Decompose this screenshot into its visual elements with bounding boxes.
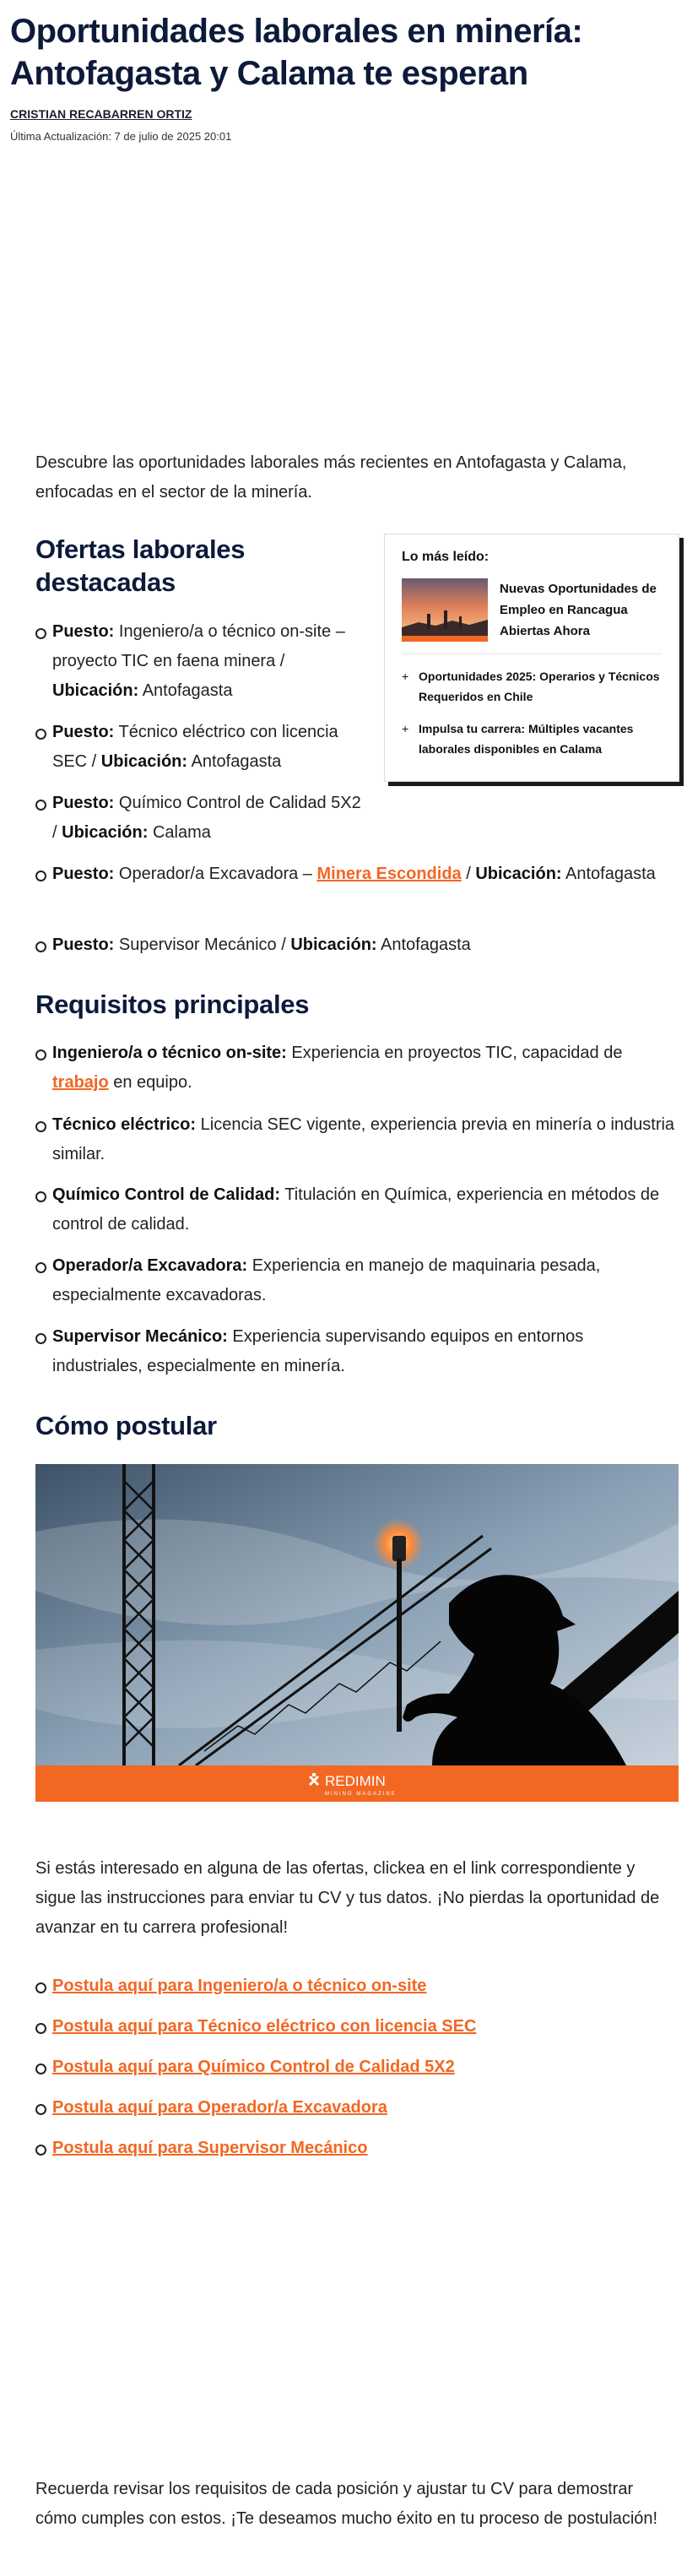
trabajo-link[interactable]: trabajo	[52, 1073, 109, 1092]
requirement-label: Ingeniero/a o técnico on-site:	[52, 1044, 287, 1062]
intro-paragraph: Descubre las oportunidades laborales más recientes en Antofagasta y Calama, enfocadas en el sector de la minería.	[35, 453, 627, 502]
last-updated: Última Actualización: 7 de julio de 2025 20:01	[10, 130, 232, 143]
ubicacion-value: Antofagasta	[142, 681, 233, 700]
requirement-text: Titulación en Química, experiencia en métodos de control de calidad.	[52, 1185, 660, 1234]
puesto-label: Puesto:	[52, 622, 115, 641]
apply-links-list	[35, 1971, 677, 2174]
apply-heading: Cómo postular	[35, 1411, 217, 1440]
list-item	[35, 1039, 677, 1098]
list-item	[35, 1110, 677, 1169]
plus-icon: +	[402, 670, 409, 683]
requirement-label: Químico Control de Calidad:	[52, 1185, 281, 1204]
ubicacion-value: Antofagasta	[191, 752, 282, 771]
ubicacion-label: Ubicación:	[52, 681, 139, 700]
puesto-label: Puesto:	[52, 794, 115, 812]
ubicacion-value: Calama	[152, 823, 211, 842]
most-read-item-label[interactable]: Oportunidades 2025: Operarios y Técnicos Requeridos en Chile	[419, 670, 660, 703]
list-item: Puesto: Supervisor Mecánico / Ubicación: Antofagasta	[35, 930, 677, 960]
list-item	[35, 1180, 677, 1239]
puesto-value: Técnico eléctrico con licencia SEC	[52, 723, 338, 771]
banner-brand: REDIMIN	[325, 1773, 386, 1789]
requirement-label: Operador/a Excavadora:	[52, 1256, 248, 1275]
puesto-label: Puesto:	[52, 865, 115, 883]
most-read-widget	[384, 534, 679, 782]
requirement-text: Licencia SEC vigente, experiencia previa en minería o industria similar.	[52, 1115, 675, 1163]
author-link[interactable]: CRISTIAN RECABARREN ORTIZ	[10, 107, 192, 121]
banner-tagline: MINING MAGAZINE	[325, 1792, 397, 1797]
list-item: Puesto: Químico Control de Calidad 5X2 / Ubicación: Calama	[35, 789, 365, 848]
puesto-label: Puesto:	[52, 935, 115, 954]
list-item	[35, 1971, 677, 2001]
puesto-label: Puesto:	[52, 723, 115, 741]
apply-link-tecnico-electrico[interactable]: Postula aquí para Técnico eléctrico con licencia SEC	[52, 2017, 477, 2036]
ubicacion-label: Ubicación:	[100, 752, 188, 771]
ubicacion-value: Antofagasta	[565, 865, 656, 883]
ubicacion-value: Antofagasta	[381, 935, 471, 954]
featured-title[interactable]: Nuevas Oportunidades de Empleo en Rancagua Abiertas Ahora	[500, 582, 657, 638]
list-item: Puesto: Ingeniero/a o técnico on-site – proyecto TIC en faena minera / Ubicación: Antofagasta	[35, 617, 365, 706]
featured-article[interactable]	[402, 578, 662, 654]
puesto-value: Supervisor Mecánico	[118, 935, 277, 954]
apply-link-quimico[interactable]: Postula aquí para Químico Control de Calidad 5X2	[52, 2058, 455, 2076]
requirement-text: Experiencia en manejo de maquinaria pesada, especialmente excavadoras.	[52, 1256, 601, 1304]
most-read-item[interactable]	[402, 719, 662, 759]
list-item: Puesto: Técnico eléctrico con licencia SEC / Ubicación: Antofagasta	[35, 718, 365, 777]
offers-heading: Ofertas laborales destacadas	[35, 534, 246, 597]
apply-link-supervisor[interactable]: Postula aquí para Supervisor Mecánico	[52, 2139, 368, 2157]
list-item	[35, 1322, 677, 1381]
puesto-value: Ingeniero/a o técnico on-site – proyecto TIC en faena minera	[52, 622, 345, 670]
ubicacion-label: Ubicación:	[290, 935, 377, 954]
requirement-text: Experiencia supervisando equipos en entornos industriales, especialmente en minería.	[52, 1327, 584, 1375]
list-item	[35, 2053, 677, 2082]
ubicacion-label: Ubicación:	[62, 823, 149, 842]
list-item	[35, 2012, 677, 2042]
requirement-text: Experiencia en proyectos TIC, capacidad de	[291, 1044, 623, 1062]
puesto-value: Químico Control de Calidad 5X2	[118, 794, 361, 812]
featured-thumbnail[interactable]	[402, 578, 488, 642]
article-title: Oportunidades laborales en minería: Antofagasta y Calama te esperan	[10, 13, 583, 92]
requirement-text: en equipo.	[108, 1073, 192, 1092]
requirement-label: Supervisor Mecánico:	[52, 1327, 228, 1346]
list-item	[35, 2093, 677, 2123]
minera-escondida-link[interactable]: Minera Escondida	[316, 865, 462, 883]
apply-link-ingeniero[interactable]: Postula aquí para Ingeniero/a o técnico on-site	[52, 1977, 427, 1995]
puesto-value: Operador/a Excavadora –	[118, 865, 317, 883]
hero-photo	[35, 1464, 679, 1802]
plus-icon: +	[402, 722, 409, 735]
most-read-heading: Lo más leído:	[402, 550, 490, 564]
list-item: Puesto: Operador/a Excavadora – Minera Escondida / Ubicación: Antofagasta	[35, 860, 677, 889]
list-item	[35, 1251, 677, 1310]
closing-paragraph: Recuerda revisar los requisitos de cada posición y ajustar tu CV para demostrar cómo cumples con estos. ¡Te deseamos mucho éxito en tu proceso de postulación!	[35, 2480, 658, 2528]
most-read-item[interactable]	[402, 666, 662, 707]
requirements-heading: Requisitos principales	[35, 990, 310, 1019]
apply-paragraph: Si estás interesado en alguna de las ofertas, clickea en el link correspondiente y sigue las instrucciones para enviar tu CV y tus datos. ¡No pierdas la oportunidad de avanzar en tu carrera profesional!	[35, 1859, 660, 1937]
most-read-item-label[interactable]: Impulsa tu carrera: Múltiples vacantes laborales disponibles en Calama	[419, 722, 634, 756]
ubicacion-label: Ubicación:	[475, 865, 562, 883]
apply-link-operador[interactable]: Postula aquí para Operador/a Excavadora	[52, 2098, 387, 2117]
list-item	[35, 2134, 677, 2163]
requirement-label: Técnico eléctrico:	[52, 1115, 197, 1134]
